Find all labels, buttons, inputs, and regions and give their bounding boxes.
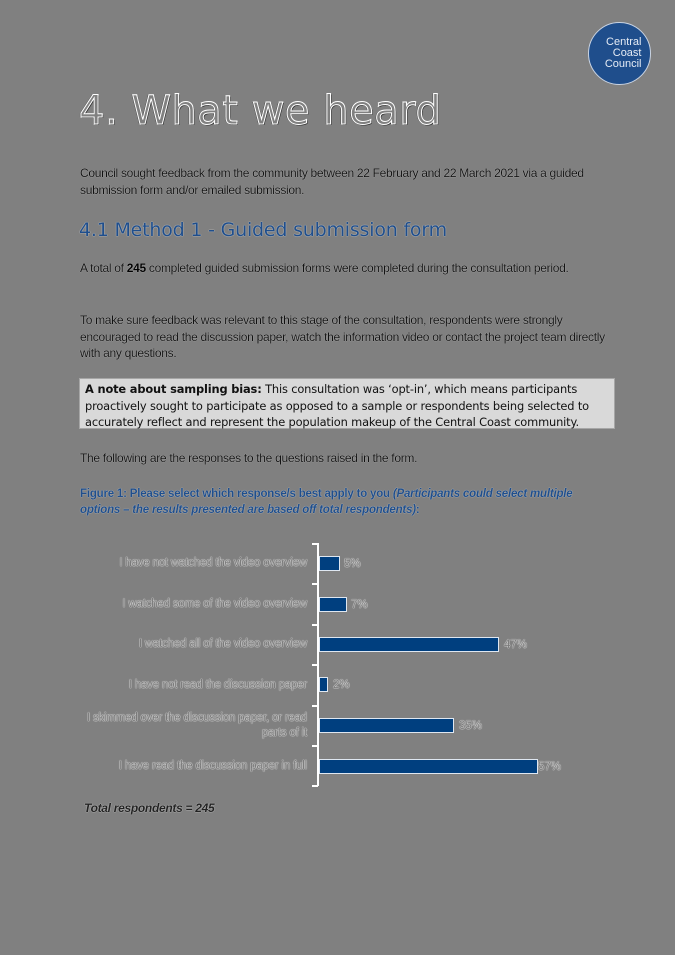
bar — [319, 677, 328, 692]
axis-tick — [312, 745, 318, 747]
sampling-bias-note — [79, 378, 615, 429]
bar — [319, 637, 499, 652]
total-suffix: completed guided submission forms were completed during the consultation period. — [145, 261, 569, 275]
logo-line: Central — [606, 36, 642, 48]
note-label: A note about sampling bias: — [85, 382, 262, 396]
value-label: 7% — [351, 599, 368, 611]
axis-tick — [312, 583, 318, 585]
axis-tick — [312, 624, 318, 626]
page-title: 4. What we heard — [79, 88, 442, 134]
total-respondents: Total respondents = 245 — [84, 801, 215, 815]
category-label: I skimmed over the discussion paper, or read parts of it — [86, 712, 307, 739]
axis-tick — [312, 785, 318, 787]
section-heading: 4.1 Method 1 - Guided submission form — [79, 219, 447, 241]
logo-line: Council — [604, 58, 642, 70]
bar — [319, 759, 538, 774]
intro-paragraph: Council sought feedback from the community between 22 February and 22 March 2021 via a guided submission form and/or emailed submission. — [80, 166, 584, 197]
figure-suffix: : — [415, 504, 420, 516]
note-text: This consultation was ‘opt-in’, which means participants proactively sought to participate as opposed to a sample or respondents being selected to accurately reflect and represent the population makeup of the Central Coast community. — [85, 382, 589, 430]
figure-note: (Participants could select multiple options – the results presented are based off total respondents) — [80, 488, 573, 516]
category-label: I have not read the discussion paper — [128, 679, 307, 691]
total-paragraph — [80, 260, 615, 277]
value-label: 47% — [504, 639, 528, 651]
bar — [319, 597, 347, 612]
logo-line: Coast — [612, 47, 642, 59]
axis-tick — [312, 705, 318, 707]
category-label: I watched all of the video overview — [138, 638, 307, 650]
value-label: 2% — [333, 679, 350, 691]
figure-question: Please select which response/s best apply to you — [126, 488, 393, 500]
value-label: 57% — [538, 761, 562, 773]
category-label: I watched some of the video overview — [122, 598, 307, 610]
council-logo — [588, 22, 651, 85]
axis-tick — [312, 664, 318, 666]
value-label: 5% — [344, 558, 361, 570]
following-paragraph: The following are the responses to the questions raised in the form. — [80, 451, 418, 465]
figure-label: Figure 1: — [80, 488, 127, 500]
value-label: 35% — [459, 720, 483, 732]
bar — [319, 556, 340, 571]
bar — [319, 718, 454, 733]
category-label: I have not watched the video overview — [119, 557, 307, 569]
axis-tick — [312, 543, 318, 545]
category-label: I have read the discussion paper in full — [118, 760, 307, 772]
figure-caption — [80, 486, 600, 518]
total-prefix: A total of — [80, 261, 127, 275]
total-count: 245 — [126, 261, 146, 275]
context-paragraph: To make sure feedback was relevant to this stage of the consultation, respondents were strongly encouraged to read the discussion paper, watch the information video or contact the project team directly with any questions. — [80, 313, 605, 360]
